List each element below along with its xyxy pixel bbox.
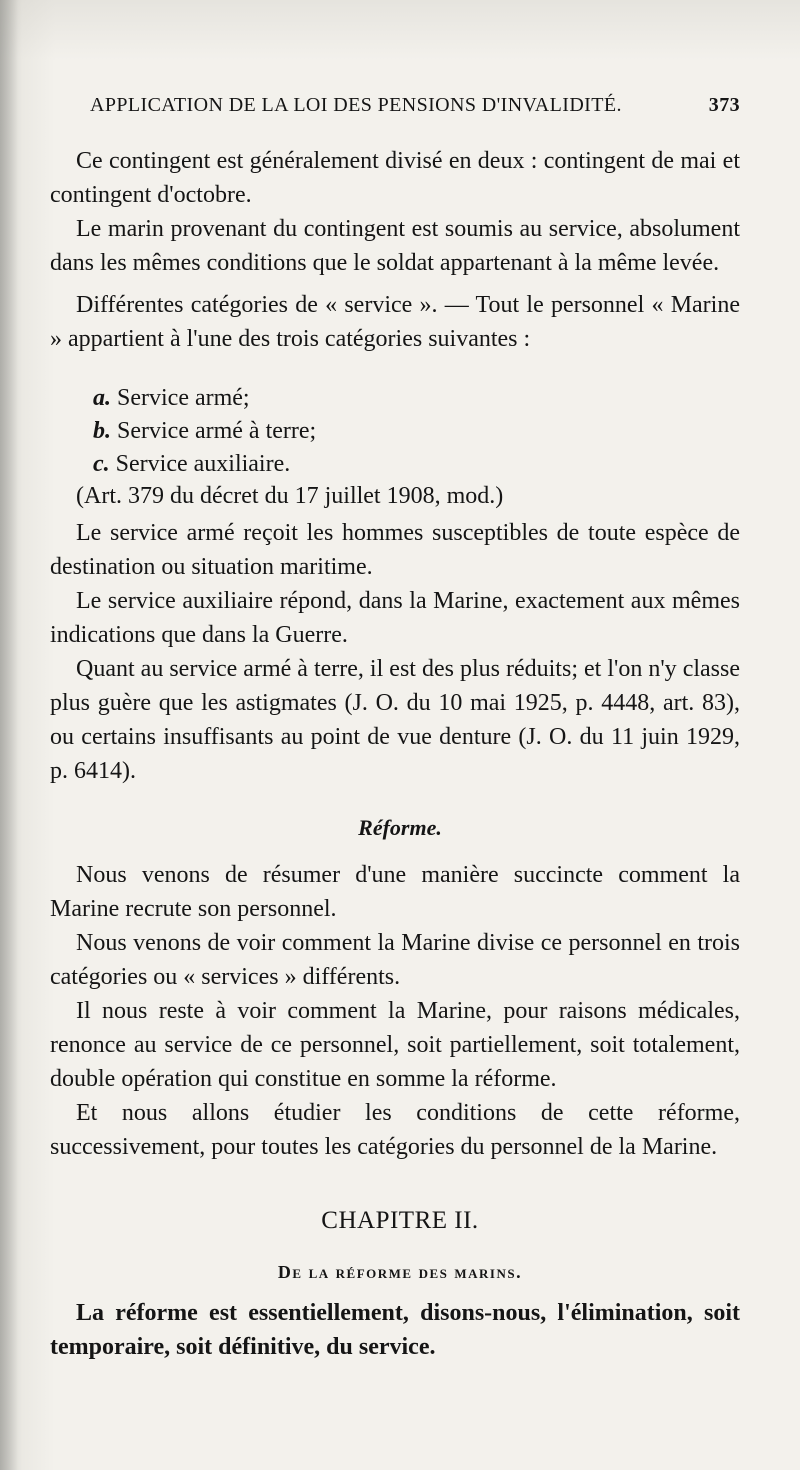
text-block-intro xyxy=(50,144,740,356)
paragraph: Le marin provenant du contingent est soumis au service, absolument dans les mêmes conditions que le soldat appartenant à la même levée. xyxy=(50,216,740,276)
paragraph: Nous venons de résumer d'une manière succincte comment la Marine recrute son personnel. xyxy=(50,862,740,922)
page-number: 373 xyxy=(708,94,740,116)
page-fold-shadow xyxy=(0,0,18,1470)
list-letter: a. xyxy=(93,385,111,411)
text-block-chapter xyxy=(50,1296,740,1364)
paragraph: Il nous reste à voir comment la Marine, pour raisons médicales, renonce au service de ce personnel, soit partiellement, soit totalement, double opération qui constitue en somme la réforme. xyxy=(50,998,740,1092)
paragraph-categories: Différentes catégories de « service ». — Tout le personnel « Marine » appartient à l'une des trois catégories suivantes : xyxy=(50,292,740,352)
running-header xyxy=(80,94,740,124)
text-block-reforme xyxy=(50,858,740,1164)
list-text: Service armé à terre; xyxy=(117,418,317,444)
category-list xyxy=(93,382,316,481)
running-title: APPLICATION DE LA LOI DES PENSIONS D'INVALIDITÉ. xyxy=(90,94,622,116)
paragraph: Et nous allons étudier les conditions de cette réforme, successivement, pour toutes les catégories du personnel de la Marine. xyxy=(50,1100,740,1160)
paragraph: Le service armé reçoit les hommes susceptibles de toute espèce de destination ou situation maritime. xyxy=(50,520,740,580)
list-text: Service armé; xyxy=(117,385,250,411)
paragraph: Le service auxiliaire répond, dans la Marine, exactement aux mêmes indications que dans la Guerre. xyxy=(50,588,740,648)
legal-reference: (Art. 379 du décret du 17 juillet 1908, mod.) xyxy=(76,483,504,509)
section-title: De la réforme des marins. xyxy=(277,1262,523,1282)
paragraph: Ce contingent est généralement divisé en deux : contingent de mai et contingent d'octobre. xyxy=(50,148,740,208)
paragraph: Nous venons de voir comment la Marine divise ce personnel en trois catégories ou « services » différents. xyxy=(50,930,740,990)
list-item xyxy=(93,415,316,448)
list-item xyxy=(93,382,316,415)
subheading-reforme: Réforme. xyxy=(358,815,442,840)
list-letter: b. xyxy=(93,418,111,444)
chapter-title: CHAPITRE II. xyxy=(321,1207,479,1234)
paragraph: La réforme est essentiellement, disons-nous, l'élimination, soit temporaire, soit définitive, du service. xyxy=(50,1300,740,1360)
list-text: Service auxiliaire. xyxy=(115,451,291,477)
paragraph: Quant au service armé à terre, il est des plus réduits; et l'on n'y classe plus guère que les astigmates (J. O. du 10 mai 1925, p. 4448, art. 83), ou certains insuffisants au point de vue denture (J. O. du 11 juin 1929, p. 6414). xyxy=(50,656,740,784)
text-block-services xyxy=(50,516,740,788)
list-item xyxy=(93,448,316,481)
list-letter: c. xyxy=(93,451,110,477)
